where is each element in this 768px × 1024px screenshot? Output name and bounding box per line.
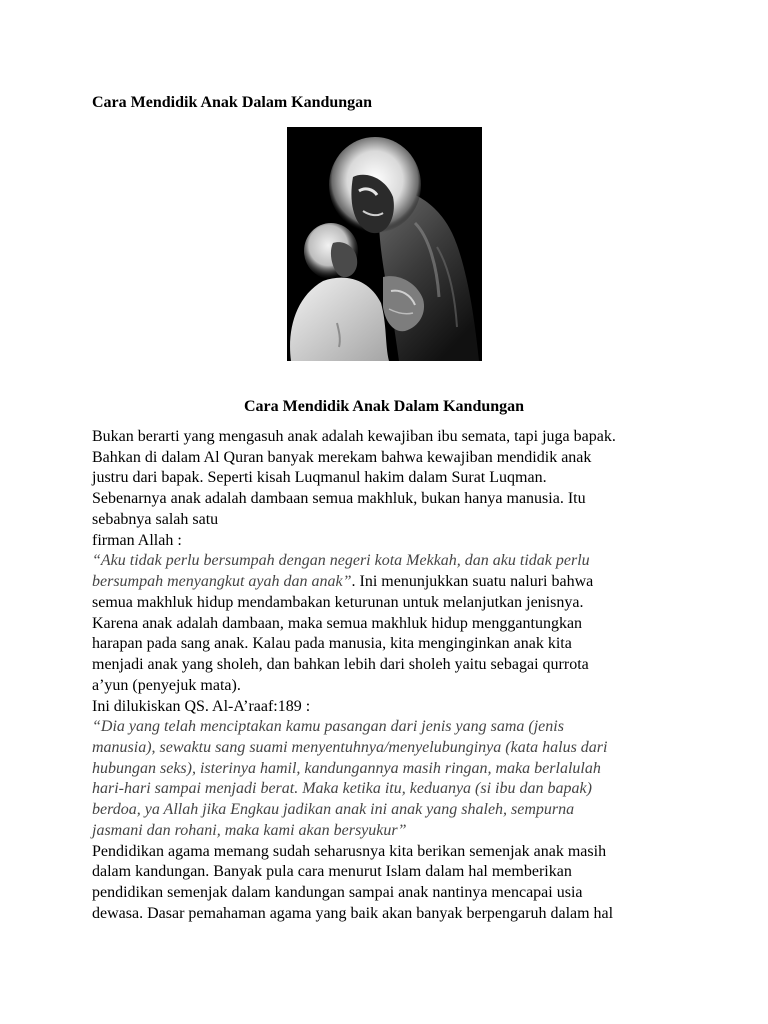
body-line: sebabnya salah satu <box>92 510 219 528</box>
quote-line: berdoa, ya Allah jika Engkau jadikan anak ini anak yang shaleh, sempurna <box>92 801 575 819</box>
body-line: Bahkan di dalam Al Quran banyak merekam bahwa kewajiban mendidik anak <box>92 448 592 466</box>
body-line: Pendidikan agama memang sudah seharusnya kita berikan semenjak anak masih <box>92 842 607 860</box>
quote-line: jasmani dan rohani, maka kami akan bersyukur” <box>92 821 407 839</box>
quote-line-end: bersumpah menyangkut ayah dan anak” <box>92 573 352 591</box>
article-photo <box>287 127 482 361</box>
body-line: harapan pada sang anak. Kalau pada manusia, kita menginginkan anak kita <box>92 635 572 653</box>
body-line: semua makhluk hidup mendambakan keturunan untuk melanjutkan jenisnya. <box>92 593 584 611</box>
body-line: pendidikan semenjak dalam kandungan sampai anak nantinya mencapai usia <box>92 884 583 902</box>
body-line: Karena anak adalah dambaan, maka semua makhluk hidup menggantungkan <box>92 614 583 632</box>
body-line: firman Allah : <box>92 531 182 549</box>
article-heading: Cara Mendidik Anak Dalam Kandungan <box>243 398 525 415</box>
body-line-continuation: . Ini menunjukkan suatu naluri bahwa <box>351 573 594 591</box>
quote-line: “Aku tidak perlu bersumpah dengan negeri kota Mekkah, dan aku tidak perlu <box>92 552 590 570</box>
body-line: dalam kandungan. Banyak pula cara menurut Islam dalam hal memberikan <box>92 863 572 881</box>
body-line: a’yun (penyejuk mata). <box>92 676 241 694</box>
body-line: Sebenarnya anak adalah dambaan semua makhluk, bukan hanya manusia. Itu <box>92 490 586 508</box>
mixed-line <box>92 572 616 593</box>
body-line: Ini dilukiskan QS. Al-A’raaf:189 : <box>92 697 311 715</box>
body-line: justru dari bapak. Seperti kisah Luqmanul hakim dalam Surat Luqman. <box>92 469 547 487</box>
quote-line: hubungan seks), isterinya hamil, kandungannya masih ringan, maka berlalulah <box>92 759 601 777</box>
body-line: menjadi anak yang sholeh, dan bahkan lebih dari sholeh yaitu sebagai qurrota <box>92 656 589 674</box>
article-body <box>92 427 616 925</box>
quote-line: hari-hari sampai menjadi berat. Maka ketika itu, keduanya (si ibu dan bapak) <box>92 780 592 798</box>
body-line: dewasa. Dasar pemahaman agama yang baik akan banyak berpengaruh dalam hal <box>92 904 614 922</box>
body-line: Bukan berarti yang mengasuh anak adalah kewajiban ibu semata, tapi juga bapak. <box>92 428 616 445</box>
document-title: Cara Mendidik Anak Dalam Kandungan <box>92 94 373 111</box>
quote-line: “Dia yang telah menciptakan kamu pasangan dari jenis yang sama (jenis <box>92 718 564 736</box>
quote-line: manusia), sewaktu sang suami menyentuhnya/menyelubunginya (kata halus dari <box>92 739 608 757</box>
